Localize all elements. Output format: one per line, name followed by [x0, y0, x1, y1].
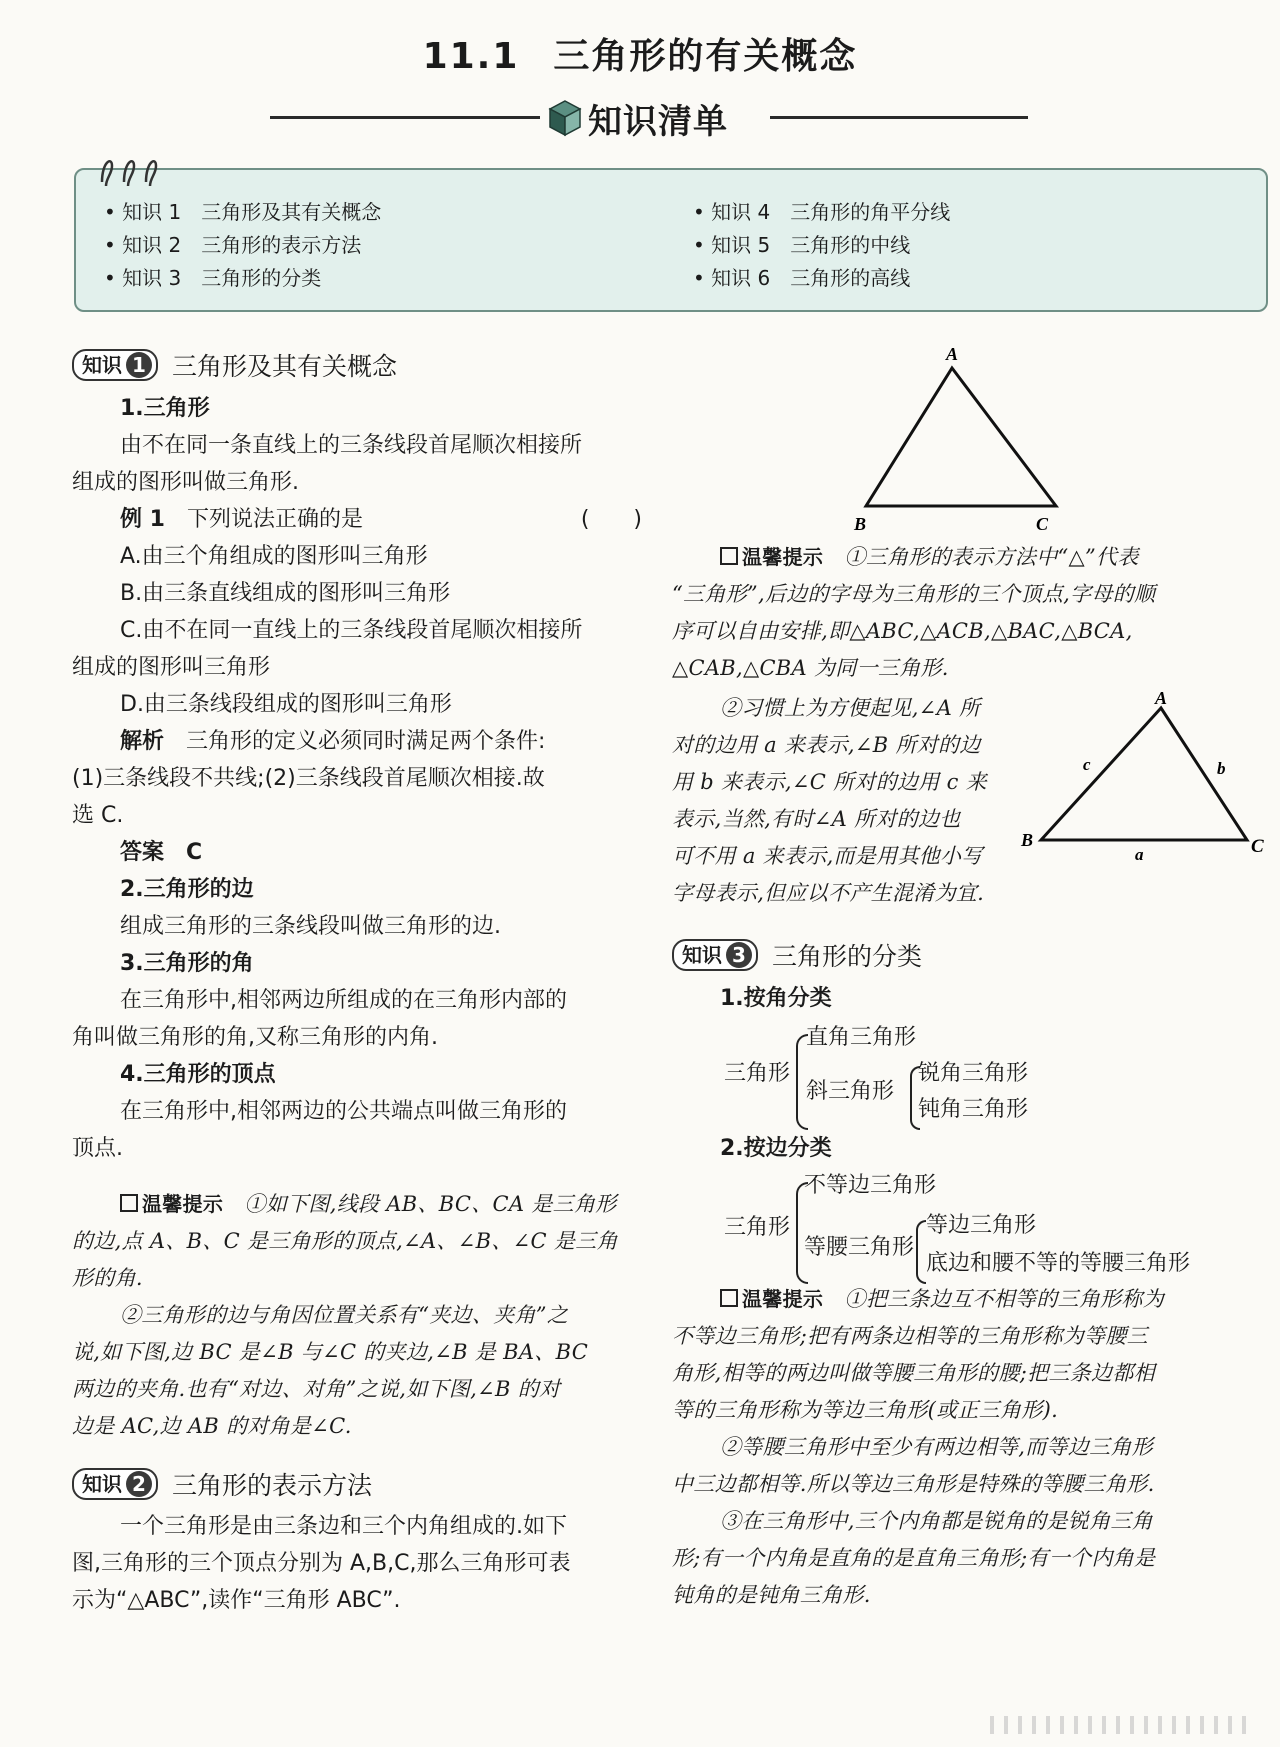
answer-blank: ( )	[580, 507, 642, 532]
tip-line: 的边,点 A、B、C 是三角形的顶点,∠A、∠B、∠C 是三角	[72, 1229, 618, 1253]
option-b: B.由三条直线组成的图形叫三角形	[120, 581, 451, 606]
option-d: D.由三条线段组成的图形叫三角形	[120, 692, 452, 717]
section-1-body	[72, 390, 642, 1167]
tip-line: 可不用 a 来表示,而是用其他小写	[672, 844, 983, 868]
heading-by-side: 2.按边分类	[720, 1136, 832, 1161]
tip-line: 不等边三角形;把有两条边相等的三角形称为等腰三	[672, 1324, 1148, 1348]
paragraph: 由不在同一条直线上的三条线段首尾顺次相接所	[120, 433, 583, 458]
knowledge-pill: 知识 2	[72, 1468, 158, 1500]
page-title	[0, 28, 1280, 79]
side-label-b: b	[1217, 759, 1226, 778]
class-isosceles-other: 底边和腰不等的等腰三角形	[926, 1251, 1191, 1276]
classification-by-side	[720, 1168, 1280, 1288]
class-acute-triangle: 锐角三角形	[918, 1061, 1029, 1086]
answer: 答案 C	[120, 840, 203, 865]
tip-line: 钝角的是钝角三角形.	[672, 1583, 871, 1607]
option-c: C.由不在同一直线上的三条线段首尾顺次相接所	[120, 618, 583, 643]
tip-line: 用 b 来表示,∠C 所对的边用 c 来	[672, 770, 987, 794]
paragraph: 一个三角形是由三条边和三个内角组成的.如下	[120, 1514, 567, 1539]
class-root: 三角形	[724, 1061, 791, 1086]
banner	[548, 96, 728, 140]
brace	[916, 1220, 926, 1284]
vertex-label-b: B	[854, 514, 867, 534]
knowledge-list-left	[104, 196, 381, 295]
knowledge-pill: 知识 1	[72, 349, 158, 381]
vertex-label-a: A	[1155, 690, 1168, 708]
class-equilateral-triangle: 等边三角形	[926, 1213, 1037, 1238]
paragraph: 顶点.	[72, 1136, 123, 1161]
knowledge-item: • 知识 6 三角形的高线	[693, 266, 911, 290]
classification-by-angle	[720, 1018, 1280, 1138]
tip-line: 序可以自由安排,即△ABC,△ACB,△BAC,△BCA,	[672, 619, 1133, 643]
cube-icon	[548, 99, 582, 137]
section-title-2: 三角形的表示方法	[172, 1471, 373, 1500]
checkbox-square-icon	[720, 547, 738, 565]
paragraph: 组成三角形的三条线段叫做三角形的边.	[120, 914, 501, 939]
class-isosceles-triangle: 等腰三角形	[804, 1235, 915, 1260]
example-question: 例 1 下列说法正确的是 ( )	[72, 501, 642, 538]
knowledge-item: • 知识 1 三角形及其有关概念	[104, 200, 382, 224]
tip-line: ②等腰三角形中至少有两边相等,而等边三角形	[720, 1435, 1153, 1459]
banner-rule-left	[270, 116, 540, 119]
section-header-3	[672, 937, 922, 973]
analysis-cont: 选 C.	[72, 803, 124, 828]
spiral-rings-icon	[98, 152, 168, 188]
class-right-triangle: 直角三角形	[806, 1025, 917, 1050]
knowledge-item: • 知识 3 三角形的分类	[104, 266, 322, 290]
section-title: 三角形的有关概念	[553, 36, 858, 77]
option-c-cont: 组成的图形叫三角形	[72, 655, 271, 680]
class-oblique-triangle: 斜三角形	[806, 1079, 895, 1104]
checkbox-square-icon	[720, 1289, 738, 1307]
tip-line: 说,如下图,边 BC 是∠B 与∠C 的夹边,∠B 是 BA、BC	[72, 1340, 589, 1364]
heading-by-angle: 1.按角分类	[720, 986, 832, 1011]
tip-box-1: 温馨提示 ①如下图,线段 AB、BC、CA 是三角形 的边,点 A、B、C 是三角形的顶点,∠A、∠B、∠C 是三角 形的角. ②三角形的边与角因位置关系有“夹边、夹角”之 说,如下图,边 BC 是∠B 与∠C 的夹边,∠B 是 BA、BC 两边的夹角.也有“对边、对角”之说,如下图,∠B 的对 边是 AC,边 AB 的对角是∠C.	[72, 1186, 642, 1445]
heading-angles: 3.三角形的角	[120, 951, 254, 976]
class-scalene-triangle: 不等边三角形	[804, 1173, 937, 1198]
tip-line: 形;有一个内角是直角的是直角三角形;有一个内角是	[672, 1546, 1156, 1570]
section-2-body	[72, 1508, 642, 1619]
paragraph: 在三角形中,相邻两边的公共端点叫做三角形的	[120, 1099, 567, 1124]
scan-artifact	[990, 1716, 1250, 1734]
tip-box-2: 温馨提示 ①三角形的表示方法中“△”代表 “三角形”,后边的字母为三角形的三个顶点,字母的顺 序可以自由安排,即△ABC,△ACB,△BAC,△BCA, △CAB,△CBA 为同一三角形.	[672, 539, 1262, 687]
side-label-a: a	[1135, 845, 1144, 864]
paragraph: 角叫做三角形的角,又称三角形的内角.	[72, 1025, 438, 1050]
triangle-figure-1	[840, 340, 1070, 540]
knowledge-item: • 知识 5 三角形的中线	[693, 233, 911, 257]
tip-line: ②习惯上为方便起见,∠A 所	[720, 696, 981, 720]
tip-line: 等的三角形称为等边三角形(或正三角形).	[672, 1398, 1059, 1422]
knowledge-item: • 知识 4 三角形的角平分线	[693, 200, 951, 224]
class-obtuse-triangle: 钝角三角形	[918, 1097, 1029, 1122]
paragraph: 组成的图形叫做三角形.	[72, 470, 299, 495]
vertex-label-b: B	[1021, 830, 1034, 850]
triangle-abc	[866, 368, 1056, 506]
heading-triangle: 1.三角形	[120, 396, 210, 421]
paragraph: 图,三角形的三个顶点分别为 A,B,C,那么三角形可表	[72, 1551, 571, 1576]
section-title-1: 三角形及其有关概念	[172, 352, 398, 381]
tip-line: “三角形”,后边的字母为三角形的三个顶点,字母的顺	[672, 582, 1156, 606]
banner-rule-right	[770, 116, 1028, 119]
tip-line: △CAB,△CBA 为同一三角形.	[672, 656, 949, 680]
tip-line: 表示,当然,有时∠A 所对的边也	[672, 807, 961, 831]
heading-sides: 2.三角形的边	[120, 877, 254, 902]
tip-line: ②三角形的边与角因位置关系有“夹边、夹角”之	[120, 1303, 569, 1327]
vertex-label-c: C	[1251, 836, 1264, 857]
section-number: 11.1	[422, 36, 520, 77]
section-header-1	[72, 347, 397, 383]
analysis-cont: (1)三条线段不共线;(2)三条线段首尾顺次相接.故	[72, 766, 545, 791]
paragraph: 示为“△ABC”,读作“三角形 ABC”.	[72, 1588, 401, 1613]
knowledge-item: • 知识 2 三角形的表示方法	[104, 233, 362, 257]
triangle-figure-2	[1015, 690, 1275, 870]
knowledge-list-right	[693, 196, 950, 295]
option-a: A.由三个角组成的图形叫三角形	[120, 544, 428, 569]
tip-box-4: 温馨提示 ①把三条边互不相等的三角形称为 不等边三角形;把有两条边相等的三角形称为等腰三 角形,相等的两边叫做等腰三角形的腰;把三条边都相 等的三角形称为等边三角形(或正三角形). ②等腰三角形中至少有两边相等,而等边三角形 中三边都相等.所以等边三角形是特殊的等腰三角形. ③在三角形中,三个内角都是锐角的是锐角三角 形;有一个内角是直角的是直角三角形;有一个内角是 钝角的是钝角三角形.	[672, 1281, 1262, 1614]
vertex-label-a: A	[946, 344, 959, 364]
class-root: 三角形	[724, 1215, 791, 1240]
vertex-label-c: C	[1036, 514, 1049, 534]
tip-line: 对的边用 a 来表示,∠B 所对的边	[672, 733, 981, 757]
tip-box-3	[672, 690, 1032, 912]
tip-line: 两边的夹角.也有“对边、对角”之说,如下图,∠B 的对	[72, 1377, 561, 1401]
section-title-3: 三角形的分类	[772, 942, 923, 971]
tip-line: 字母表示,但应以不产生混淆为宜.	[672, 881, 985, 905]
tip-line: 中三边都相等.所以等边三角形是特殊的等腰三角形.	[672, 1472, 1155, 1496]
side-label-c: c	[1083, 755, 1091, 774]
tip-line: 角形,相等的两边叫做等腰三角形的腰;把三条边都相	[672, 1361, 1155, 1385]
heading-vertices: 4.三角形的顶点	[120, 1062, 276, 1087]
paragraph: 在三角形中,相邻两边所组成的在三角形内部的	[120, 988, 567, 1013]
section-header-2	[72, 1466, 372, 1502]
analysis: 解析 三角形的定义必须同时满足两个条件:	[120, 729, 546, 754]
checkbox-square-icon	[120, 1194, 138, 1212]
banner-text: 知识清单	[588, 101, 728, 142]
tip-line: 形的角.	[72, 1266, 143, 1290]
knowledge-pill: 知识 3	[672, 939, 758, 971]
tip-line: ③在三角形中,三个内角都是锐角的是锐角三角	[720, 1509, 1153, 1533]
tip-line: 边是 AC,边 AB 的对角是∠C.	[72, 1414, 352, 1438]
